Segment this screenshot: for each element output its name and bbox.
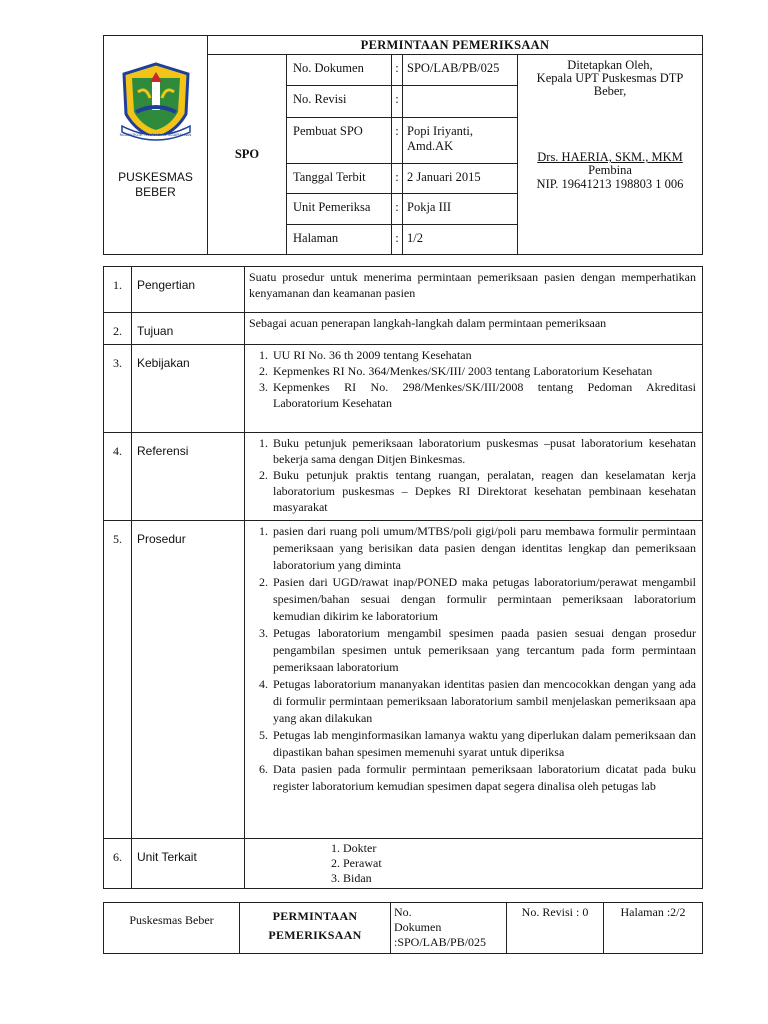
unit-pemeriksa-value: Pokja III [403, 194, 518, 224]
footer-revision: No. Revisi : 0 [507, 903, 604, 954]
approval-rank: Pembina [588, 163, 632, 178]
list-item: 2. Perawat [343, 856, 696, 871]
tanggal-terbit-label: Tanggal Terbit [287, 164, 392, 194]
section-label: Unit Terkait [132, 839, 245, 889]
approval-block [518, 55, 703, 255]
section-row [104, 433, 703, 521]
colon: : [392, 86, 403, 117]
section-number: 6. [104, 839, 132, 889]
approval-line1: Ditetapkan Oleh, [567, 58, 653, 73]
approval-nip: NIP. 19641213 198803 1 006 [536, 177, 684, 192]
no-dokumen-label: No. Dokumen [287, 55, 392, 86]
footer-table [103, 902, 703, 954]
section-row [104, 521, 703, 839]
no-dokumen-value: SPO/LAB/PB/025 [403, 55, 518, 86]
section-number: 4. [104, 433, 132, 521]
footer-title: PERMINTAAN PEMERIKSAAN [240, 903, 391, 954]
tanggal-terbit-value: 2 Januari 2015 [403, 164, 518, 194]
colon: : [392, 55, 403, 86]
tujuan-text: Sebagai acuan penerapan langkah-langkah dalam permintaan pemeriksaan [245, 313, 703, 345]
colon: : [392, 164, 403, 194]
list-item: 1. UU RI No. 36 th 2009 tentang Kesehatan [271, 347, 696, 363]
list-item: 3. Petugas laboratorium mengambil spesimen paada pasien sesuai dengan prosedur pengambilan spesimen untuk pemeriksaan yang tercantum pada form permintaan pemeriksaan laboratorium [271, 625, 696, 676]
section-row [104, 267, 703, 313]
section-row [104, 839, 703, 889]
footer-doc-number: No. Dokumen :SPO/LAB/PB/025 [391, 903, 507, 954]
list-item: 1. Buku petunjuk pemeriksaan laboratorium puskesmas –pusat laboratorium kesehatan bekerja sama dengan Ditjen Binkesmas. [271, 435, 696, 467]
no-revisi-value [403, 86, 518, 117]
list-item: 5. Petugas lab menginformasikan lamanya waktu yang diperlukan dalam pemeriksaan dan dipastikan bahan spesimen memenuhi syarat untuk diperiksa [271, 727, 696, 761]
approval-line2: Kepala UPT Puskesmas DTP [536, 71, 684, 86]
pembuat-spo-value: Popi Iriyanti, Amd.AK [403, 117, 518, 163]
section-number: 5. [104, 521, 132, 839]
list-item: 3. Kepmenkes RI No. 298/Menkes/SK/III/2008 tentang Pedoman Akreditasi Laboratorium Kesehatan [271, 379, 696, 411]
footer-org: Puskesmas Beber [104, 903, 240, 954]
list-item: 2. Pasien dari UGD/rawat inap/PONED maka petugas laboratorium/perawat mengambil spesimen/bahan sesuai dengan formulir permintaan pemeriksaan laboratorium kemudian dikirim ke laboratorium [271, 574, 696, 625]
halaman-label: Halaman [287, 224, 392, 254]
section-label: Prosedur [132, 521, 245, 839]
referensi-list [249, 435, 696, 515]
logo-cell [104, 36, 208, 255]
no-revisi-label: No. Revisi [287, 86, 392, 117]
list-item: 1. pasien dari ruang poli umum/MTBS/poli gigi/poli paru membawa formulir permintaan pemeriksaan yang berisikan data pasien dengan identitas lengkap dan pemeriksaan laboratorium yang diminta [271, 523, 696, 574]
section-number: 2. [104, 313, 132, 345]
section-number: 1. [104, 267, 132, 313]
list-item: 2. Kepmenkes RI No. 364/Menkes/SK/III/ 2003 tentang Laboratorium Kesehatan [271, 363, 696, 379]
halaman-value: 1/2 [403, 224, 518, 254]
document-title: PERMINTAAN PEMERIKSAAN [208, 36, 703, 55]
pengertian-text: Suatu prosedur untuk menerima permintaan pemeriksaan pasien dengan memperhatikan kenyamanan dan keamanan pasien [245, 267, 703, 313]
list-item: 2. Buku petunjuk praktis tentang ruangan, peralatan, reagen dan keselamatan kerja laboratorium puskesmas – Depkes RI Direktorat kesehatan pembinaan kesehatan masyarakat [271, 467, 696, 515]
kebijakan-list [249, 347, 696, 411]
list-item: 4. Petugas laboratorium mananyakan identitas pasien dan mencocokkan dengan yang ada di formulir permintaan pemeriksaan laboratorium sambil menjelaskan pemeriksaan apa yang akan dilakukan [271, 676, 696, 727]
colon: : [392, 117, 403, 163]
prosedur-list [249, 523, 696, 795]
colon: : [392, 194, 403, 224]
section-row [104, 345, 703, 433]
org-name: PUSKESMAS BEBER [118, 170, 193, 199]
section-label: Referensi [132, 433, 245, 521]
section-label: Tujuan [132, 313, 245, 345]
procedure-table [103, 266, 703, 889]
approval-name: Drs. HAERIA, SKM., MKM [537, 150, 683, 165]
unit-pemeriksa-label: Unit Pemeriksa [287, 194, 392, 224]
footer-page: Halaman :2/2 [604, 903, 703, 954]
pembuat-spo-label: Pembuat SPO [287, 117, 392, 163]
unit-terkait-list [319, 841, 696, 886]
section-label: Kebijakan [132, 345, 245, 433]
list-item: 3. Bidan [343, 871, 696, 886]
spo-label: SPO [208, 55, 287, 255]
section-row [104, 313, 703, 345]
list-item: 6. Data pasien pada formulir permintaan pemeriksaan laboratorium dicatat pada buku register laboratorium kemudian spesimen dapat segera dinalisa oleh petugas lab [271, 761, 696, 795]
list-item: 1. Dokter [343, 841, 696, 856]
colon: : [392, 224, 403, 254]
logo-caption: NGANGKOK TANAH DAN NGARAHIAN [119, 132, 192, 137]
approval-line3: Beber, [593, 84, 627, 99]
section-label: Pengertian [132, 267, 245, 313]
section-number: 3. [104, 345, 132, 433]
header-table [103, 35, 703, 255]
